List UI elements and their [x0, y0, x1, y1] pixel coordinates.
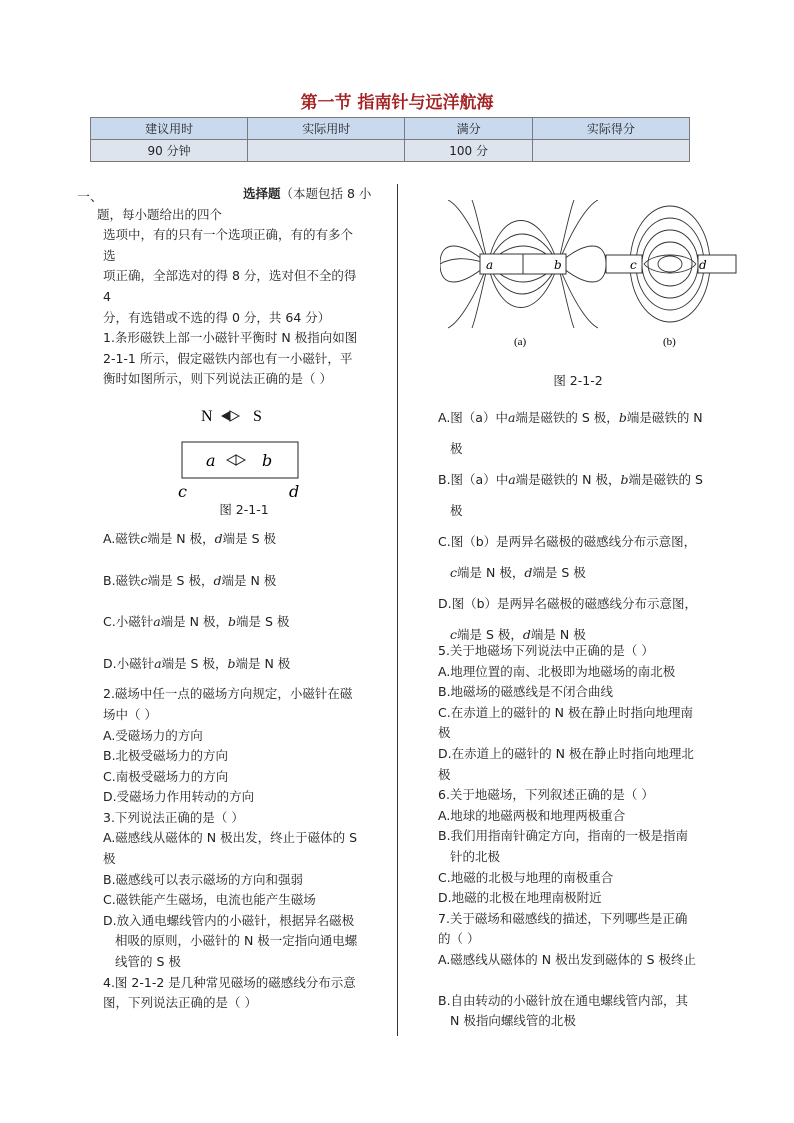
figure-2-1-1 — [103, 390, 385, 525]
compass-n-label: N — [201, 407, 213, 425]
right-column — [438, 371, 728, 392]
section-heading-line — [103, 184, 385, 205]
q6-option-b-cont: 针的北极 — [450, 848, 501, 864]
q5-option-a[interactable]: A.地理位置的南、北极即为地磁场的南北极 — [438, 663, 676, 679]
header-full-score: 满分 — [405, 118, 532, 140]
q3-option-d[interactable]: D.放入通电螺线管内的小磁针，根据异名磁极 — [103, 912, 355, 928]
score-table-header-row — [91, 118, 690, 140]
q3-option-a-cont: 极 — [103, 851, 116, 867]
section-intro-line: 项正确，全部选对的得 8 分，选对但不全的得 — [103, 268, 357, 284]
q4-option-a-cont: 极 — [450, 441, 463, 456]
section-intro-line: 选 — [103, 247, 116, 263]
q3-option-c[interactable]: C.磁铁能产生磁场，电流也能产生磁场 — [103, 892, 316, 908]
q7-option-b-cont: N 极指向螺线管的北极 — [450, 1013, 576, 1029]
q3-option-a[interactable]: A.磁感线从磁体的 N 极出发，终止于磁体的 S — [103, 830, 358, 846]
column-divider — [397, 184, 398, 1036]
q4-option-d-cont: c端是 S 极，d端是 N 极 — [450, 627, 586, 642]
fig-a-label-a: a — [486, 258, 494, 272]
value-actual-score[interactable] — [532, 140, 689, 162]
q1-option-a[interactable]: A.磁铁c端是 N 极，d端是 S 极 — [103, 530, 277, 546]
q4-options — [438, 402, 728, 650]
q1-option-c[interactable]: C.小磁针a端是 N 极，b端是 S 极 — [103, 614, 290, 630]
magnet-label-b: b — [262, 450, 273, 470]
q4-option-c[interactable]: C.图（b）是两异名磁极的磁感线分布示意图， — [438, 534, 697, 549]
figure-caption: 图 2-1-2 — [553, 373, 603, 388]
q7-option-a[interactable]: A.磁感线从磁体的 N 极出发到磁体的 S 极终止 — [438, 951, 696, 967]
q3-option-d-cont: 线管的 S 极 — [115, 954, 181, 970]
q2-option-b[interactable]: B.北极受磁场力的方向 — [103, 748, 229, 764]
q5-option-c-cont: 极 — [438, 725, 451, 741]
score-table — [90, 117, 690, 162]
bar-magnet-diagram — [103, 390, 385, 500]
q3-option-b[interactable]: B.磁感线可以表示磁场的方向和强弱 — [103, 871, 304, 887]
page-title: 第一节 指南针与远洋航海 — [300, 93, 494, 113]
q2-stem: 2.磁场中任一点的磁场方向规定，小磁针在磁 — [103, 686, 353, 702]
section-intro-line: 4 — [103, 288, 111, 304]
magnet-label-c: c — [178, 481, 187, 500]
q7-stem: 7.关于磁场和磁感线的描述，下列哪些是正确 — [438, 910, 688, 926]
figure-caption: 图 2-1-1 — [219, 501, 269, 517]
q1-stem: 2-1-1 所示，假定磁铁内部也有一小磁针，平 — [103, 350, 353, 366]
q3-stem: 3.下列说法正确的是（ ） — [103, 809, 244, 825]
q2-stem: 场中（ ） — [103, 706, 157, 722]
compass-needle-north-icon — [221, 411, 230, 421]
q5-option-d[interactable]: D.在赤道上的磁针的 N 极在静止时指向地理北 — [438, 745, 694, 761]
section-intro: （本题包括 8 小 — [280, 186, 372, 201]
q5-option-d-cont: 极 — [438, 766, 451, 782]
section-intro-line: 分，有选错或不选的得 0 分，共 64 分） — [103, 309, 331, 325]
fig-sub-a: (a) — [514, 336, 527, 348]
q4-stem: 图，下列说法正确的是（ ） — [103, 995, 257, 1011]
q6-option-b[interactable]: B.我们用指南针确定方向，指南的一极是指南 — [438, 828, 689, 844]
compass-s-label: S — [253, 407, 262, 425]
q4-stem: 4.图 2-1-2 是几种常见磁场的磁感线分布示意 — [103, 974, 356, 990]
q4-option-a[interactable]: A.图（a）中a端是磁铁的 S 极，b端是磁铁的 N — [438, 410, 703, 425]
q6-option-c[interactable]: C.地磁的北极与地理的南极重合 — [438, 869, 614, 885]
q4-option-b[interactable]: B.图（a）中a端是磁铁的 N 极，b端是磁铁的 S — [438, 472, 703, 487]
left-column — [97, 184, 385, 1014]
q6-option-d[interactable]: D.地磁的北极在地理南极附近 — [438, 890, 602, 906]
section-number: 一、 — [77, 190, 104, 205]
q7-stem: 的（ ） — [438, 931, 480, 947]
value-actual-time[interactable] — [248, 140, 405, 162]
section-intro-line: 题，每小题给出的四个 — [97, 206, 223, 222]
q2-option-c[interactable]: C.南极受磁场力的方向 — [103, 768, 229, 784]
magnet-label-a: a — [206, 450, 216, 470]
fig-sub-b: (b) — [663, 336, 676, 348]
fig-b-label-c: c — [630, 258, 637, 272]
q5-q7-block — [438, 641, 728, 1032]
q5-option-b[interactable]: B.地磁场的磁感线是不闭合曲线 — [438, 684, 614, 700]
header-actual-time: 实际用时 — [248, 118, 405, 140]
q7-option-b[interactable]: B.自由转动的小磁针放在通电螺线管内部，其 — [438, 992, 689, 1008]
q1-stem: 1.条形磁铁上部一小磁针平衡时 N 极指向如图 — [103, 330, 358, 346]
q3-option-d-cont: 相吸的原则，小磁针的 N 极一定指向通电螺 — [115, 933, 358, 949]
q6-stem: 6.关于地磁场，下列叙述正确的是（ ） — [438, 787, 654, 803]
q2-option-a[interactable]: A.受磁场力的方向 — [103, 727, 203, 743]
q4-option-c-cont: c端是 N 极，d端是 S 极 — [450, 565, 586, 580]
q5-stem: 5.关于地磁场下列说法中正确的是（ ） — [438, 643, 654, 658]
q6-option-a[interactable]: A.地球的地磁两极和地理两极重合 — [438, 807, 626, 823]
q4-option-d[interactable]: D.图（b）是两异名磁极的磁感线分布示意图， — [438, 596, 698, 611]
figure-2-1-2 — [440, 200, 740, 360]
magnet-label-d: d — [289, 481, 300, 500]
header-actual-score: 实际得分 — [532, 118, 689, 140]
q4-option-b-cont: 极 — [450, 503, 463, 518]
value-suggested-time: 90 分钟 — [91, 140, 248, 162]
section-intro-line: 选项中，有的只有一个选项正确，有的有多个 — [103, 227, 354, 243]
q5-option-c[interactable]: C.在赤道上的磁针的 N 极在静止时指向地理南 — [438, 704, 693, 720]
q1-stem: 衡时如图所示，则下列说法正确的是（ ） — [103, 371, 332, 387]
value-full-score: 100 分 — [405, 140, 532, 162]
score-table-value-row — [91, 140, 690, 162]
section-heading: 选择题 — [243, 186, 281, 201]
fig-b-label-d: d — [699, 258, 707, 272]
compass-needle-south-icon — [230, 411, 239, 421]
q1-option-b[interactable]: B.磁铁c端是 S 极，d端是 N 极 — [103, 572, 277, 588]
fig-a-label-b: b — [554, 258, 562, 272]
q2-option-d[interactable]: D.受磁场力作用转动的方向 — [103, 789, 255, 805]
q1-option-d[interactable]: D.小磁针a端是 S 极，b端是 N 极 — [103, 655, 291, 671]
header-suggested-time: 建议用时 — [91, 118, 248, 140]
